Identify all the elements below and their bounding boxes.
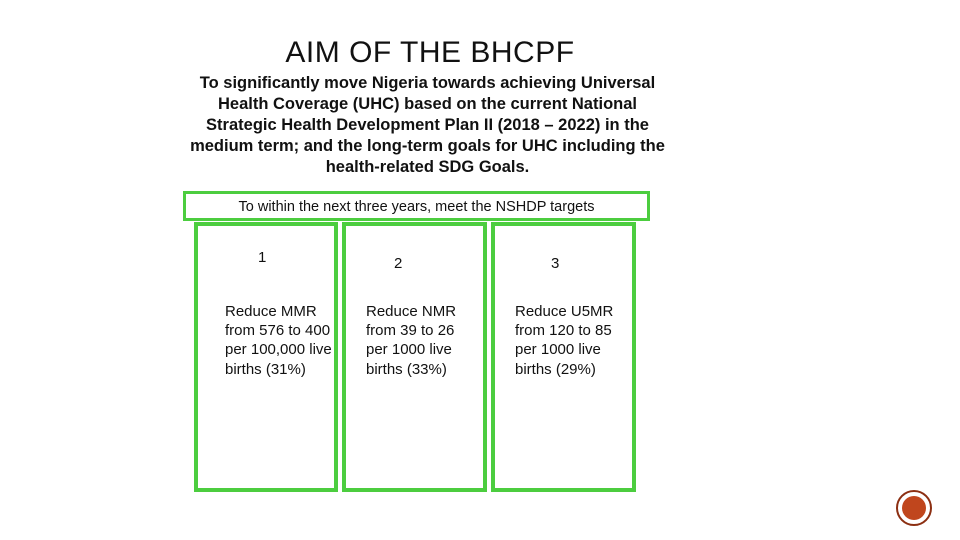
aim-statement: To significantly move Nigeria towards achieving Universal Health Coverage (UHC) based on the current National Strategic Health Development Plan II (2018 – 2022) in the medium term; and the long-term goals for UHC including the health-related SDG Goals. <box>190 74 665 176</box>
slide-title: AIM OF THE BHCPF <box>285 36 575 69</box>
target-text-3: Reduce U5MR from 120 to 85 per 1000 live births (29%) <box>515 303 614 378</box>
target-number-2: 2 <box>394 255 403 272</box>
target-number-3: 3 <box>551 255 560 272</box>
targets-banner-text: To within the next three years, meet the NSHDP targets <box>238 199 595 215</box>
badge-center <box>902 496 926 520</box>
target-text-2: Reduce NMR from 39 to 26 per 1000 live births (33%) <box>366 303 457 378</box>
target-number-1: 1 <box>258 249 267 266</box>
round-badge-icon <box>896 490 932 526</box>
target-text-1: Reduce MMR from 576 to 400 per 100,000 live births (31%) <box>225 303 332 378</box>
